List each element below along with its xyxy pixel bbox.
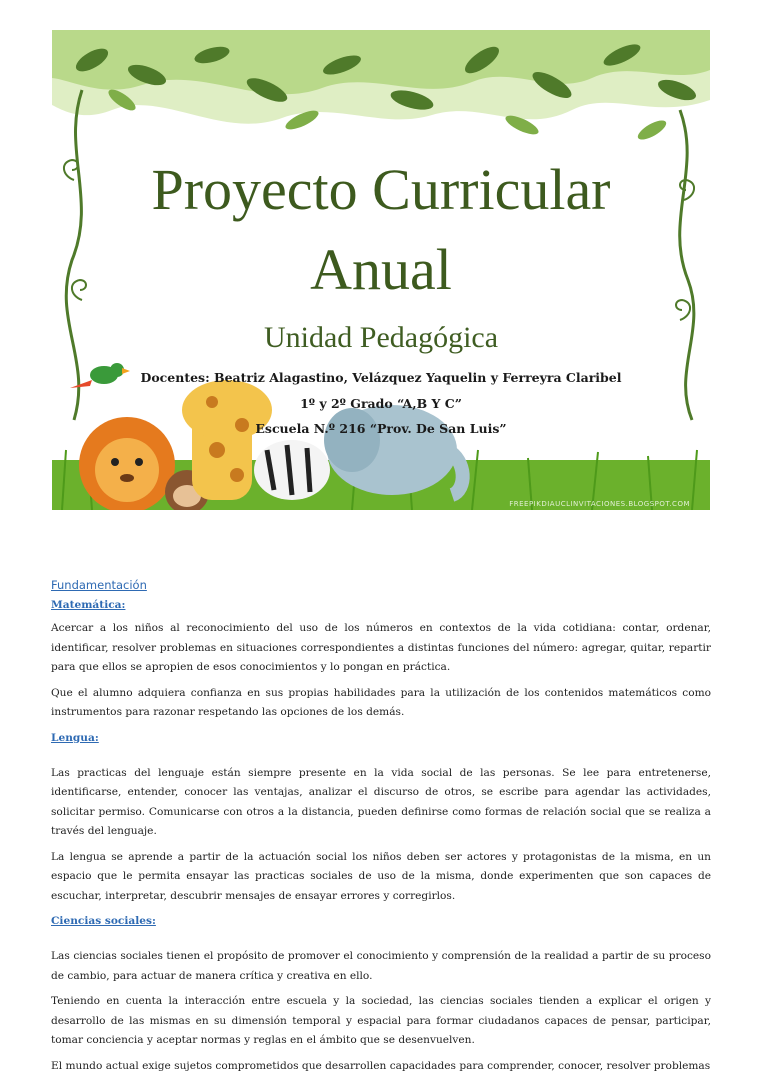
cover-title-line-2: Anual — [310, 237, 452, 302]
paragraph: Teniendo en cuenta la interacción entre escuela y la sociedad, las ciencias sociales tienden a explicar el origen y desarrollo de las mismas en su dimensión temporal y espacial para formar ciudadanos capaces de pensar, participar, tomar conciencia y aceptar normas y reglas en el ámbito que se desenvuelven. — [51, 995, 711, 1046]
cover-image — [52, 30, 710, 510]
cover-teachers: Docentes: Beatriz Alagastino, Velázquez Yaquelin y Ferreyra Claribel — [140, 370, 622, 385]
paragraph: El mundo actual exige sujetos comprometidos que desarrollen capacidades para comprender, conocer, resolver problemas — [51, 1059, 711, 1072]
cover-subtitle: Unidad Pedagógica — [263, 321, 499, 354]
cover-school: Escuela N.º 216 “Prov. De San Luis” — [255, 421, 507, 436]
subheading-ciencias-sociales: Ciencias sociales: — [51, 915, 156, 927]
document-body — [51, 576, 711, 1082]
cover-watermark: FREEPIKDIAUCLINVITACIONES.BLOGSPOT.COM — [509, 500, 690, 508]
paragraph: La lengua se aprende a partir de la actuación social los niños deben ser actores y protagonistas de la misma, en un espacio que le permita ensayar las practicas sociales de uso de la misma, donde experimenten que son capaces de escuchar, interpretar, descubrir mensajes de ensayar errores y corregirlos. — [51, 850, 711, 902]
cover-title-line-1: Proyecto Curricular — [151, 157, 611, 222]
paragraph: Que el alumno adquiera confianza en sus propias habilidades para la utilización de los contenidos matemáticos como instrumentos para razonar respetando las opciones de los demás. — [51, 686, 711, 718]
cover-grade: 1º y 2º Grado “A,B Y C” — [300, 396, 462, 411]
subheading-lengua: Lengua: — [51, 731, 99, 744]
paragraph: Las practicas del lenguaje están siempre presente en la vida social de las personas. Se lee para entretenerse, identificarse, entender, conocer las ventajas, analizar el discurso de otros, se escribe para agendar las actividades, solicitar permiso. Comunicarse con otros a la distancia, pueden definirse como formas de relación social que se realiza a través del lenguaje. — [51, 766, 711, 837]
paragraph: Acercar a los niños al reconocimiento del uso de los números en contextos de la vida cotidiana: contar, ordenar, identificar, resolver problemas en situaciones correspondientes a distintas funciones del número: agregar, quitar, repartir para que ellos se apropien de esos conocimientos y lo pongan en práctica. — [51, 622, 711, 673]
subheading-matematica: Matemática: — [51, 599, 126, 611]
paragraph: Las ciencias sociales tienen el propósito de promover el conocimiento y comprensión de la realidad a partir de su proceso de cambio, para actuar de manera crítica y creativa en ello. — [51, 950, 711, 982]
section-heading-fundamentacion: Fundamentación — [51, 578, 147, 592]
